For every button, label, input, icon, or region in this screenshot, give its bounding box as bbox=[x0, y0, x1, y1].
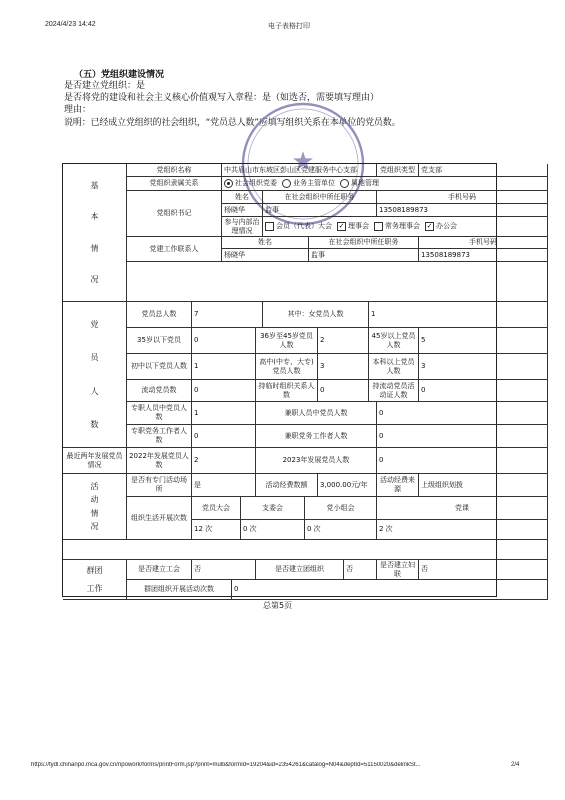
temp-relation-value: 0 bbox=[318, 380, 369, 402]
flow-label: 流动党员数 bbox=[127, 380, 192, 402]
footer-url[interactable]: https://tydl.chinanpo.mca.gov.cn/npowork/forms/printForm.jsp?print=multi&formId=19204&id=2354261&catalog=N04&deptId=51150020&delinkSt... bbox=[31, 762, 421, 768]
gov-option-standing-council[interactable]: 常务理事会 bbox=[374, 222, 420, 231]
svg-text:★: ★ bbox=[291, 147, 315, 177]
total-members-value: 7 bbox=[192, 302, 263, 328]
checkbox-icon bbox=[265, 222, 274, 231]
fulltime-members-label: 专职人员中党员人数 bbox=[127, 402, 192, 425]
secretary-post: 监事 bbox=[263, 204, 377, 217]
temp-relation-label: 持临时组织关系人数 bbox=[256, 380, 318, 402]
develop-2022-value: 2 bbox=[192, 448, 256, 474]
funds-source-value: 上级组织划拨 bbox=[419, 474, 548, 497]
venue-value: 是 bbox=[192, 474, 256, 497]
affil-option-party-committee[interactable]: 社会组织党委 bbox=[224, 179, 277, 188]
union-value: 否 bbox=[192, 560, 256, 580]
edu2-label: 高中(中专、大专)党员人数 bbox=[256, 354, 318, 380]
affiliation-label: 党组织隶属关系 bbox=[127, 177, 222, 191]
governance-label: 参与内部治理情况 bbox=[222, 217, 263, 237]
edu1-value: 1 bbox=[192, 354, 256, 380]
develop-2023-value: 0 bbox=[377, 448, 548, 474]
party-workers-label: 专职党务工作者人数 bbox=[127, 425, 192, 448]
contact-post-header: 在社会组织中所任职务 bbox=[309, 237, 419, 249]
women-label: 是否建立妇联 bbox=[377, 560, 419, 580]
contact-label: 党建工作联系人 bbox=[127, 237, 222, 262]
secretary-name: 杨晓华 bbox=[222, 204, 263, 217]
mass-activity-value: 0 bbox=[232, 580, 548, 600]
group-meeting-count: 0 次 bbox=[305, 520, 377, 540]
secretary-phone: 13508189873 bbox=[377, 204, 548, 217]
venue-label: 是否有专门活动场所 bbox=[127, 474, 192, 497]
flow-cert-label: 持流动党员活动证人数 bbox=[369, 380, 419, 402]
flow-cert-value: 0 bbox=[419, 380, 548, 402]
basic-group-label: 基 本 情 况 bbox=[63, 164, 127, 302]
affiliation-options bbox=[222, 177, 548, 191]
total-members-label: 党员总人数 bbox=[127, 302, 192, 328]
gov-option-members-congress[interactable]: 会员（代表）大会 bbox=[265, 222, 332, 231]
party-lecture-header: 党课 bbox=[377, 497, 548, 520]
charter-written: 是否将党的建设和社会主义核心价值观写入章程：是（如选否，需要填写理由） bbox=[64, 93, 380, 103]
contact-name-header: 姓名 bbox=[222, 237, 309, 249]
activity-filler bbox=[63, 540, 548, 560]
edu3-label: 本科以上党员人数 bbox=[369, 354, 419, 380]
checkbox-checked-icon: ✓ bbox=[426, 222, 433, 230]
age1-label: 35岁以下党员 bbox=[127, 328, 192, 354]
mass-activity-label: 群团组织开展活动次数 bbox=[127, 580, 232, 600]
parttime-members-value: 0 bbox=[377, 402, 548, 425]
flow-value: 0 bbox=[192, 380, 256, 402]
edu1-label: 初中以下党员人数 bbox=[127, 354, 192, 380]
youth-value: 否 bbox=[344, 560, 377, 580]
female-members-value: 1 bbox=[369, 302, 548, 328]
page-number: 总第5页 bbox=[263, 601, 293, 610]
affil-option-supervisor[interactable]: 业务主管单位 bbox=[282, 179, 335, 188]
parttime-workers-label: 兼职党务工作者人数 bbox=[256, 425, 377, 448]
reason-line: 理由： bbox=[64, 105, 92, 115]
committee-meeting-header: 支委会 bbox=[241, 497, 305, 520]
contact-name: 杨晓华 bbox=[222, 249, 309, 262]
section-title: （五）党组织建设情况 bbox=[74, 70, 165, 80]
print-title: 电子表格打印 bbox=[268, 23, 310, 30]
party-building-table bbox=[62, 163, 497, 597]
age3-value: 5 bbox=[419, 328, 548, 354]
age1-value: 0 bbox=[192, 328, 256, 354]
committee-meeting-count: 0 次 bbox=[241, 520, 305, 540]
contact-post: 监事 bbox=[309, 249, 419, 262]
checkbox-icon bbox=[374, 222, 383, 231]
explanation-line: 说明：已经成立党组织的社会组织，“党员总人数”应填写组织关系在本单位的党员数。 bbox=[64, 118, 401, 128]
contact-phone: 13508189873 bbox=[419, 249, 548, 262]
edu3-value: 3 bbox=[419, 354, 548, 380]
affil-option-territorial[interactable]: 属地管理 bbox=[340, 179, 379, 188]
funds-value: 3,000.00元/年 bbox=[318, 474, 377, 497]
radio-icon bbox=[282, 179, 291, 188]
party-org-established: 是否建立党组织：是 bbox=[64, 81, 146, 91]
fulltime-members-value: 1 bbox=[192, 402, 256, 425]
secretary-name-header: 姓名 bbox=[222, 191, 263, 204]
gov-option-council[interactable]: ✓ 理事会 bbox=[338, 222, 369, 230]
governance-options bbox=[263, 217, 548, 237]
union-label: 是否建立工会 bbox=[127, 560, 192, 580]
print-datetime: 2024/4/23 14:42 bbox=[45, 21, 96, 28]
activity-group-label: 活 动 情 况 bbox=[63, 474, 127, 540]
group-meeting-header: 党小组会 bbox=[305, 497, 377, 520]
org-name-label: 党组织名称 bbox=[127, 164, 222, 177]
age2-value: 2 bbox=[318, 328, 369, 354]
secretary-post-header: 在社会组织中所任职务 bbox=[263, 191, 377, 204]
mass-group-label: 群团 工作 bbox=[63, 560, 127, 600]
org-type-value: 党支部 bbox=[419, 164, 548, 177]
develop-group-label: 最近两年发展党员情况 bbox=[63, 448, 127, 474]
secretary-phone-header: 手机号码 bbox=[377, 191, 548, 204]
parttime-workers-value: 0 bbox=[377, 425, 548, 448]
age2-label: 36岁至45岁党员人数 bbox=[256, 328, 318, 354]
youth-label: 是否建立团组织 bbox=[256, 560, 344, 580]
org-name-value: 中共眉山市东坡区彭山区党建服务中心支部 bbox=[222, 164, 377, 177]
female-members-label: 其中：女党员人数 bbox=[263, 302, 369, 328]
org-life-label: 组织生活开展次数 bbox=[127, 497, 192, 540]
party-lecture-count: 2 次 bbox=[377, 520, 548, 540]
women-value: 否 bbox=[419, 560, 548, 580]
radio-selected-icon bbox=[224, 179, 233, 188]
checkbox-checked-icon: ✓ bbox=[338, 222, 345, 230]
secretary-label: 党组织书记 bbox=[127, 191, 222, 237]
members-group-label: 党 员 人 数 bbox=[63, 302, 127, 448]
org-type-label: 党组织类型 bbox=[377, 164, 419, 177]
edu2-value: 3 bbox=[318, 354, 369, 380]
funds-source-label: 活动经费来源 bbox=[377, 474, 419, 497]
members-meeting-header: 党员大会 bbox=[192, 497, 241, 520]
footer-page: 2/4 bbox=[511, 762, 520, 768]
develop-2022-label: 2022年发展党员人数 bbox=[127, 448, 192, 474]
members-meeting-count: 12 次 bbox=[192, 520, 241, 540]
parttime-members-label: 兼职人员中党员人数 bbox=[256, 402, 377, 425]
radio-icon bbox=[340, 179, 349, 188]
party-workers-value: 0 bbox=[192, 425, 256, 448]
contact-phone-header: 手机号码 bbox=[419, 237, 548, 249]
develop-2023-label: 2023年发展党员人数 bbox=[256, 448, 377, 474]
gov-option-office-meeting[interactable]: ✓ 办公会 bbox=[426, 222, 457, 230]
funds-label: 活动经费数额 bbox=[256, 474, 318, 497]
age3-label: 45岁以上党员人数 bbox=[369, 328, 419, 354]
basic-filler bbox=[127, 262, 548, 302]
